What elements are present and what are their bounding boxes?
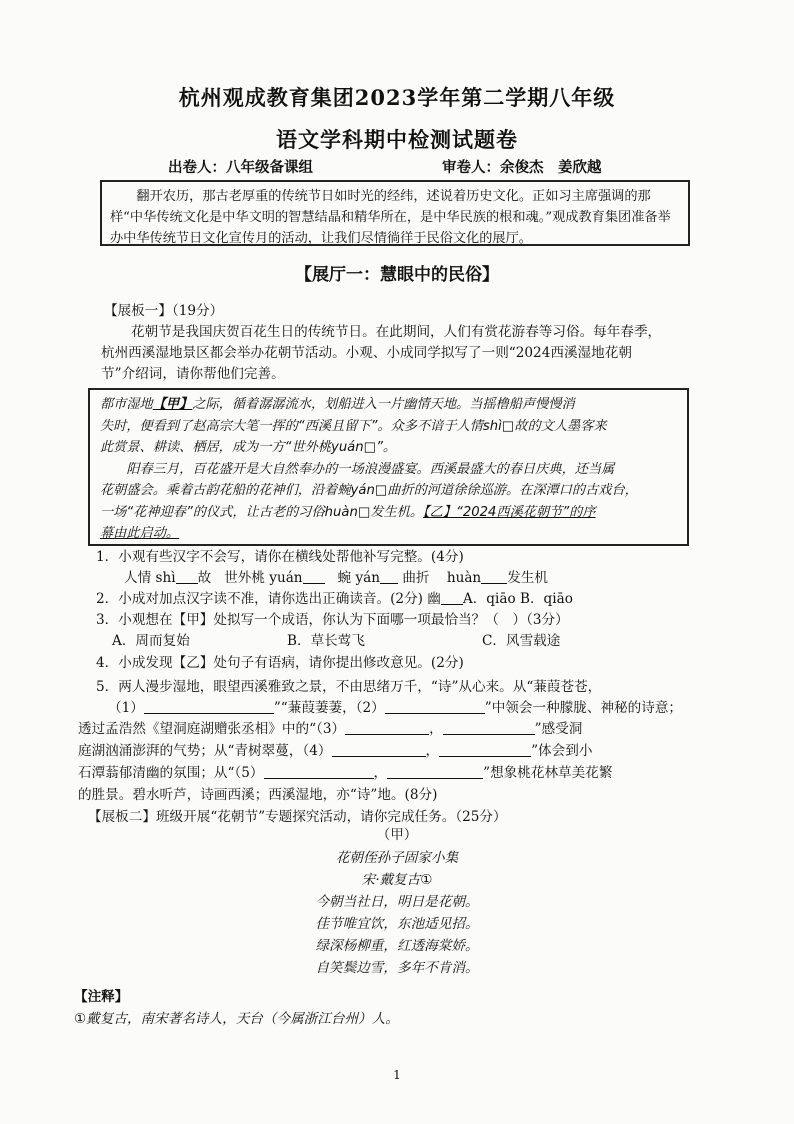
- box-line3: 此赏景、耕读、栖居，成为一方“世外桃yuán□”。: [100, 440, 397, 455]
- box-line6-start: 一场“花神迎春”的仪式，让古老的习俗huàn□发生机。: [100, 504, 424, 520]
- q5-blank-6[interactable]: [439, 742, 531, 757]
- board-one-intro-line1: 花朝节是我国庆贺百花生日的传统节日。在此期间，人们有赏花游春等习俗。每年春季，: [131, 324, 662, 340]
- introduction-text-box: [88, 388, 689, 546]
- poem-title: 花朝侄孙子固家小集: [335, 850, 459, 866]
- exam-title-line1: 杭州观成教育集团2023学年第二学期八年级: [178, 85, 616, 110]
- q3-option-b[interactable]: B．草长莺飞: [287, 633, 365, 649]
- poem-line-1: 今朝当社日，明日是花朝。: [315, 894, 479, 910]
- question-2: [96, 589, 573, 610]
- reviewers-line: 审卷人：余俊杰 姜欣越: [442, 159, 602, 176]
- poem-line-2: 佳节唯宜饮，东池适见招。: [315, 916, 479, 932]
- q5-blank-3[interactable]: [345, 720, 429, 735]
- box-line2: 失时，便看到了赵高宗大笔一挥的“西溪且留下”。众多不谙于人情shì□故的文人墨客来: [100, 418, 607, 434]
- q5-l5-a: 石潭蓊郁清幽的氛围；从“（5）: [78, 765, 264, 781]
- poem-line-4: 自笑鬓边雪，多年不肯消。: [315, 960, 479, 976]
- question-1: 1．小观有些汉字不会写，请你在横线处帮他补写完整。(4分): [96, 549, 464, 565]
- question-1-items: [124, 568, 548, 589]
- q5-l2-c: ”中领会一种朦胧、神秘的诗意；: [484, 700, 683, 716]
- q2-blank[interactable]: [441, 590, 463, 605]
- board-one-heading: 【展板一】（19分）: [104, 303, 224, 319]
- box-line7: 幕由此启动。: [100, 526, 180, 541]
- q3-option-a[interactable]: A．周而复始: [112, 633, 190, 649]
- q1-item-1: 人情 shì: [124, 570, 176, 586]
- q1-blank-4[interactable]: [481, 569, 507, 584]
- blank-mark-jia: 【甲】: [152, 397, 193, 412]
- q5-l3-b: ，: [429, 721, 443, 737]
- question-5-line1: 5．两人漫步湿地，眼望西溪雅致之景，不由思绪万千，“诗”从心来。从“蒹葭苍苍，: [96, 679, 602, 695]
- q5-l3-a: 透过孟浩然《望洞庭湖赠张丞相》中的“（3）: [78, 721, 346, 737]
- board-two-heading: 【展板二】班级开展“花朝节”专题探究活动，请你完成任务。（25分）: [88, 809, 507, 825]
- q5-blank-2[interactable]: [385, 699, 485, 714]
- poem-author: 宋·戴复古①: [361, 872, 433, 888]
- poem-line-3: 绿深杨柳重，红透海棠娇。: [315, 938, 479, 954]
- q5-l5-b: ，: [373, 765, 388, 781]
- q5-l4-a: 庭湖汹涌澎湃的气势；从“青树翠蔓，（4）: [78, 743, 332, 759]
- q1-item-3: 世外桃 yuán: [224, 570, 303, 586]
- q5-l4-b: ，: [425, 743, 440, 759]
- q5-blank-1[interactable]: [144, 699, 274, 714]
- q1-blank-2[interactable]: [303, 569, 325, 584]
- q5-blank-8[interactable]: [387, 764, 483, 779]
- blank-mark-yi: 【乙】“2024西溪花朝节”的序: [423, 504, 596, 520]
- q5-l5-c: ”想象桃花林草美花繁: [483, 765, 613, 781]
- notes-heading: 【注释】: [74, 989, 129, 1005]
- q5-l2-b: ”“蒹葭萋萋，（2）: [273, 700, 385, 716]
- board-one-intro-line3: 节”介绍词，请你帮他们完善。: [101, 366, 285, 382]
- question-5-line3: [78, 719, 582, 740]
- q1-item-6: huàn: [446, 570, 482, 586]
- box-line4: 阳春三月，百花盛开是大自然奉办的一场浪漫盛宴。西溪最盛大的春日庆典，还当属: [126, 461, 615, 477]
- q3-option-c[interactable]: C．风雪载途: [482, 633, 561, 649]
- question-5-line2: [108, 698, 682, 719]
- q1-blank-3[interactable]: [380, 569, 398, 584]
- q5-blank-7[interactable]: [264, 764, 374, 779]
- question-5-line6: 的胜景。碧水听芦，诗画西溪；西溪湿地，亦“诗”地。(8分): [78, 787, 438, 803]
- q2-options: A．qiāo B．qiāo: [462, 591, 573, 607]
- q1-item-2: 故: [197, 570, 212, 586]
- question-5-line5: [78, 763, 612, 784]
- q5-l2-a: （1）: [108, 700, 144, 716]
- question-4: 4．小成发现【乙】处句子有语病，请你提出修改意见。(2分): [96, 655, 464, 671]
- hall-one-heading: 【展厅一：慧眼中的民俗】: [295, 265, 499, 285]
- exam-title-line2: 语文学科期中检测试题卷: [276, 127, 518, 152]
- q1-item-4: 蜿 yán: [337, 570, 380, 586]
- box-line1-end: 之际，循着潺潺流水，划船进入一片幽情天地。当摇橹船声慢慢消: [192, 397, 575, 412]
- poem-label: （甲）: [376, 827, 418, 843]
- authors-line: 出卷人：八年级备课组: [168, 159, 313, 176]
- q1-blank-1[interactable]: [176, 569, 198, 584]
- q1-item-7: 发生机: [507, 570, 548, 586]
- note-1: ①戴复古，南宋著名诗人，天台（今属浙江台州）人。: [74, 1011, 399, 1027]
- q5-l4-c: ”体会到小: [531, 743, 593, 759]
- box-line5: 花朝盛会。乘着古韵花船的花神们，沿着蜿yán□曲折的河道徐徐巡游。在深潭口的古戏台，: [100, 483, 638, 498]
- q5-l3-c: ”感受洞: [534, 721, 583, 737]
- box-line1-start: 都市湿地: [100, 397, 153, 412]
- board-one-intro-line2: 杭州西溪湿地景区都会举办花朝节活动。小观、小成同学拟写了一则“2024西溪湿地花朝: [101, 345, 632, 361]
- question-5-line4: [78, 741, 592, 762]
- question-3: 3．小观想在【甲】处拟写一个成语，你认为下面哪一项最恰当？（ ）（3分）: [96, 612, 569, 628]
- q5-blank-4[interactable]: [443, 720, 535, 735]
- q5-blank-5[interactable]: [332, 742, 426, 757]
- q1-item-5: 曲折: [402, 570, 430, 586]
- intro-box: 翻开农历，那古老厚重的传统节日如时光的经纬，述说着历史文化。正如习主席强调的那样“中华传统文化是中华文明的智慧结晶和精华所在，是中华民族的根和魂。”观成教育集团准备举办中华传统节日文化宣传月的活动，让我们尽情徜徉于民俗文化的展厅。: [100, 180, 690, 246]
- q2-text: 2．小成对加点汉字读不准，请你选出正确读音。(2分) 幽: [96, 591, 441, 607]
- page-number: 1: [393, 1068, 401, 1082]
